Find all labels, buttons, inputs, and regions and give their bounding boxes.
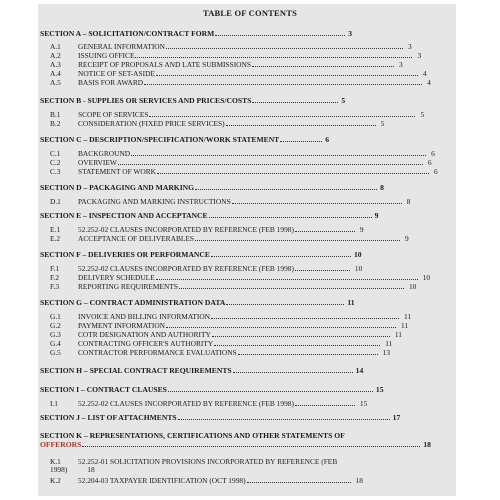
toc-section-f: SECTION F – DELIVERIES OR PERFORMANCE 10: [40, 250, 362, 259]
toc-section-e: SECTION E – INSPECTION AND ACCEPTANCE 9: [40, 211, 379, 220]
toc-section-k: SECTION K – REPRESENTATIONS, CERTIFICATIONS AND OTHER STATEMENTS OF: [40, 431, 345, 440]
toc-section-i: SECTION I – CONTRACT CLAUSES 15: [40, 385, 384, 394]
toc-item: C.3 STATEMENT OF WORK 6: [50, 167, 438, 176]
toc-item: D.1 PACKAGING AND MARKING INSTRUCTIONS 8: [50, 197, 411, 206]
toc-item: G.4 CONTRACTING OFFICER'S AUTHORITY 11: [50, 339, 393, 348]
toc-item: F.1 52.252-02 CLAUSES INCORPORATED BY REFERENCE (FEB 1998) 10: [50, 264, 363, 273]
toc-section-a: SECTION A – SOLICITATION/CONTRACT FORM 3: [40, 29, 353, 38]
toc-item-cont: 1998) 18: [50, 465, 95, 474]
toc-item: C.1 BACKGROUND 6: [50, 149, 435, 158]
toc-item: G.3 COTR DESIGNATION AND AUTHORITY 11: [50, 330, 402, 339]
toc-item: F.3 REPORTING REQUIREMENTS 10: [50, 282, 417, 291]
toc-item: K.2 52.204-03 TAXPAYER IDENTIFICATION (OCT 1998) 18: [50, 476, 363, 485]
toc-item: E.2 ACCEPTANCE OF DELIVERABLES 9: [50, 234, 409, 243]
toc-item: G.1 INVOICE AND BILLING INFORMATION 11: [50, 312, 412, 321]
toc-section-h: SECTION H – SPECIAL CONTRACT REQUIREMENTS 14: [40, 366, 364, 375]
toc-item: A.3 RECEIPT OF PROPOSALS AND LATE SUBMISSIONS 3: [50, 60, 403, 69]
toc-item: G.2 PAYMENT INFORMATION 11: [50, 321, 409, 330]
toc-section-j: SECTION J – LIST OF ATTACHMENTS 17: [40, 413, 401, 422]
toc-item: G.5 CONTRACTOR PERFORMANCE EVALUATIONS 13: [50, 348, 391, 357]
toc-section-c: SECTION C – DESCRIPTION/SPECIFICATION/WORK STATEMENT 6: [40, 135, 330, 144]
toc-item: A.5 BASIS FOR AWARD 4: [50, 78, 431, 87]
toc-section-g: SECTION G – CONTRACT ADMINISTRATION DATA 11: [40, 298, 355, 307]
toc-item: B.2 CONSIDERATION (FIXED PRICE SERVICES) 5: [50, 119, 385, 128]
toc-item: A.4 NOTICE OF SET-ASIDE 4: [50, 69, 427, 78]
toc-item: E.1 52.252-02 CLAUSES INCORPORATED BY REFERENCE (FEB 1998) 9: [50, 225, 364, 234]
page-title: TABLE OF CONTENTS: [202, 8, 298, 18]
toc-item: K.1 52.252-01 SOLICITATION PROVISIONS INCORPORATED BY REFERENCE (FEB: [50, 457, 338, 466]
toc-item: B.1 SCOPE OF SERVICES 5: [50, 110, 425, 119]
toc-item: I.1 52.252-02 CLAUSES INCORPORATED BY REFERENCE (FEB 1998) 15: [50, 399, 368, 408]
toc-section-b: SECTION B - SUPPLIES OR SERVICES AND PRICES/COSTS 5: [40, 96, 346, 105]
toc-item: C.2 OVERVIEW 6: [50, 158, 432, 167]
toc-section-k-cont: OFFERORS 18: [40, 440, 431, 449]
toc-item: A.1 GENERAL INFORMATION 3: [50, 42, 412, 51]
toc-item: A.2 ISSUING OFFICE 3: [50, 51, 422, 60]
toc-section-d: SECTION D – PACKAGING AND MARKING 8: [40, 183, 384, 192]
toc-item: F.2 DELIVERY SCHEDULE 10: [50, 273, 431, 282]
